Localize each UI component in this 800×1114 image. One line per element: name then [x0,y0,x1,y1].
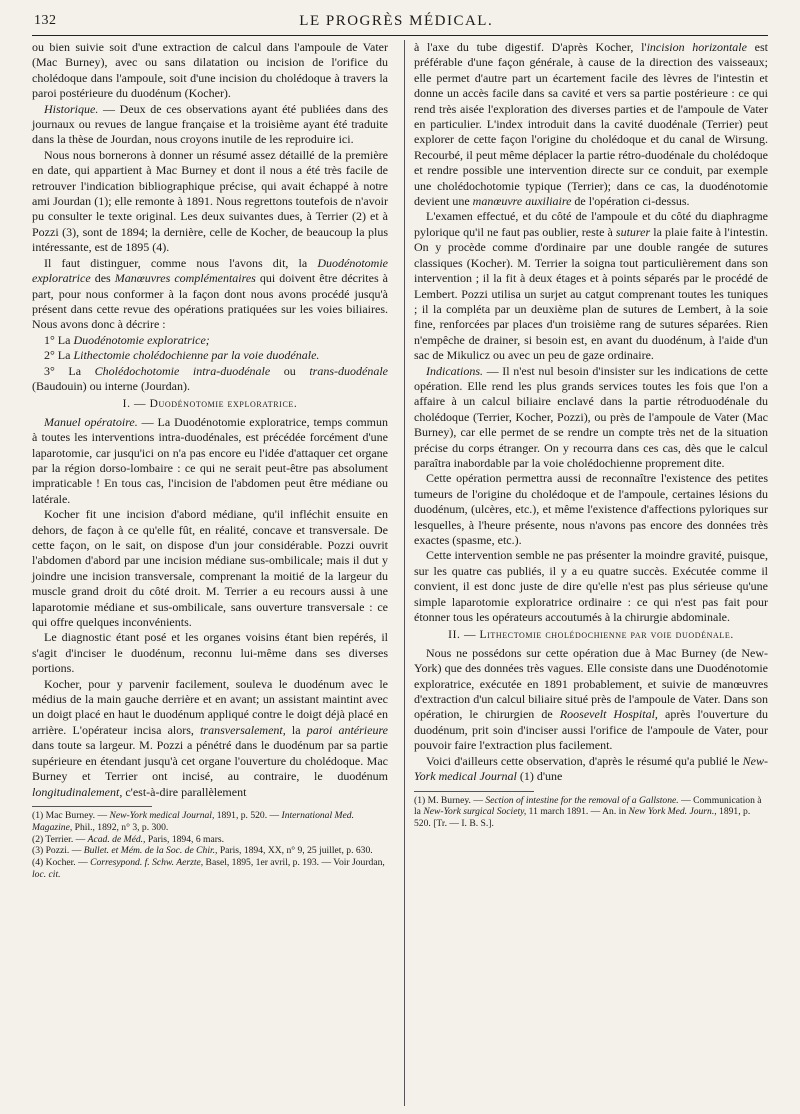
footnote-rule [32,806,152,807]
paragraph: Cette opération permettra aussi de reconnaître l'existence des petites tumeurs de l'origine du cholédoque et de l'ampoule, certaines lésions du duodénum, (ulcères, etc.), et même l'existence d'affections pyloriques sur lesquelles, à l'heure présente, nous n'avons pas encore des données très exactes (spasme, etc.). [414,471,768,547]
running-title: LE PROGRÈS MÉDICAL. [299,12,494,29]
paragraph: Cette intervention semble ne pas présenter la moindre gravité, puisque, sur les quatre cas publiés, il y a eu quatre succès. Exécutée comme il convient, il est donc juste de dire qu'elle n'est pas plus sérieuse qu'une simple laparotomie exploratrice ordinaire : ce qui n'est pas fait pour étonner tous les opérateurs accoutumés à la chirurgie abdominale. [414,548,768,625]
paragraph: Kocher fit une incision d'abord médiane, qu'il infléchit ensuite en dehors, de façon à ce qu'elle fût, en réalité, concave et transversale. De cette façon, on le sait, on dispose d'un jour considérable. Pozzi ouvrit l'abdomen d'abord par une incision médiane sus-ombilicale; mais il dut y joindre une incision transversale, comprenant la moitié de la largeur du muscle grand droit du côté droit. M. Terrier a eu recours aussi à une laparotomie médiane et sus-ombilicale, sans ouverture transversale : ce qui offre quelques inconvénients. [32,507,388,630]
right-column [414,40,768,830]
paragraph: Indications. — Il n'est nul besoin d'insister sur les indications de cette opération. Elle rend les plus grands services toutes les fois que l'on a affaire à un calcul biliaire enclavé dans la partie rétroduodénale du cholédoque (Terrier, Kocher, Pozzi), ou près de l'ampoule de Vater (Mac Burney), car elle permet de se rendre un compte très net de la situation précise du corps étranger. On y recourra dans ces cas, dès que le calcul paraîtra inabordable par la voie cholédochienne proprement dite. [414,363,768,470]
list-item: 3° La Cholédochotomie intra-duodénale ou trans-duodénale (Baudouin) ou interne (Jourdan). [32,363,388,393]
list-item: 2° La Lithectomie cholédochienne par la voie duodénale. [44,348,320,363]
paragraph: ou bien suivie soit d'une extraction de calcul dans l'ampoule de Vater (Mac Burney), avec ou sans dilatation ou incision de l'orifice du cholédoque dans l'ampoule, soit d'une incision du cholédoque à travers la paroi postérieure du duodénum (Kocher). [32,40,388,101]
paragraph: à l'axe du tube digestif. D'après Kocher, l'incision horizontale est préférable d'une façon générale, à cause de la direction des vaisseaux; elle permet d'autre part un écartement facile des lèvres de l'intestin et donne un accès facile dans sa cavité et vers sa partie postérieure : ce qui rend très aisée l'exploration des diverses parties et de l'ampoule de Vater en particulier. L'index introduit dans la cavité duodénale (Terrier) peut explorer de cette façon l'origine du cholédoque et du canal de Wirsung. Recourbé, il peut même déplacer la partie rétro-duodénale du cholédoque et rendre possible une intervention directe sur ce conduit, par exemple une cholédochotomie typique (Terrier); dans ce cas, la duodénotomie devient une manœuvre auxiliaire de l'opération ci-dessus. [414,40,768,209]
list-item: 1° La Duodénotomie exploratrice; [44,332,210,347]
paragraph: L'examen effectué, et du côté de l'ampoule et du côté du diaphragme pylorique qu'il ne faut pas oublier, reste à suturer la plaie faite à l'intestin. On y procède comme d'ordinaire par une double rangée de sutures classiques (Kocher). M. Terrier la soigna tout particulièrement dans son intervention ; il la fit à deux étages et à points séparés par le procédé de Lembert. Pozzi utilisa un surjet au catgut comprenant toutes les tuniques ; il la compléta par un deuxième plan de sutures de Lembert, à la soie fine, renforcées par places d'un troisième rang de sutures séparées. Rien n'empêche de drainer, si besoin est, en avant du duodénum, à l'aide d'un sac de Mikulicz ou avec un peu de gaze ordinaire. [414,209,768,363]
paragraph: Le diagnostic étant posé et les organes voisins étant bien repérés, il s'agit d'inciser le duodénum, reconnu lui-même dans ses diverses portions. [32,630,388,676]
header-rule [32,35,768,36]
paragraph: Voici d'ailleurs cette observation, d'après le résumé qu'a publié le New-York medical Journal (1) d'une [414,753,768,784]
footnote: (1) Mac Burney. — New-York medical Journal, 1891, p. 520. — International Med. Magazine, Phil., 1892, n° 3, p. 300. [32,809,354,833]
paragraph: Il faut distinguer, comme nous l'avons dit, la Duodénotomie exploratrice des Manœuvres complémentaires qui doivent être décrites à part, pour nous conformer à la façon dont nous avons procédé jusqu'à présent dans cette revue des opérations pratiquées sur les voies biliaires. Nous avons donc à décrire : [32,255,388,332]
section-heading: II. — Lithectomie cholédochienne par voie duodénale. [448,629,734,642]
footnote: (4) Kocher. — Corresypond. f. Schw. Aerzte, Basel, 1895, 1er avril, p. 193. — Voir Jourdan, loc. cit. [32,857,385,880]
paragraph: Nous ne possédons sur cette opération due à Mac Burney (de New-York) que des données très vagues. Elle consiste dans une Duodénotomie exploratrice, exécutée en 1891 probablement, et suivie de manœuvres d'extraction d'un calcul biliaire situé près de l'ampoule de Vater. Dans son opération, le chirurgien de Roosevelt Hospital, après l'ouverture du duodénum, prit soin d'inciser aussi l'orifice de l'ampoule de Vater, pour pouvoir faire l'extraction plus facilement. [414,645,769,753]
paragraph: Kocher, pour y parvenir facilement, souleva le duodénum avec le médius de la main gauche derrière et en avant; un assistant maintint avec un doigt placé en haut le duodénum appliqué contre le doigt déjà placé en arrière. L'opérateur incisa alors, transversalement, la paroi antérieure dans toute sa largeur. M. Pozzi a pénétré dans le duodénum par sa partie supérieure en étendant jusqu'à cet organe l'ouverture du cholédoque. Mac Burney et Terrier ont incisé, au contraire, le duodénum longitudinalement, c'est-à-dire parallèlement [32,676,388,799]
column-divider [404,40,405,1106]
section-label: Historique. [44,101,99,116]
footnote-rule [414,791,534,792]
footnote: (3) Pozzi. — Bullet. et Mém. de la Soc. de Chir., Paris, 1894, XX, n° 9, 25 juillet, p. 630. [32,845,373,857]
left-column [32,40,388,881]
section-heading: I. — Duodénotomie exploratrice. [122,398,298,411]
footnote: (1) M. Burney. — Section of intestine for the removal of a Gallstone. — Communication à la New-York surgical Society, 11 march 1891. — An. in New York Med. Journ., 1891, p. 520. [Tr. — I. B. S.]. [414,794,762,830]
paragraph: Manuel opératoire. — La Duodénotomie exploratrice, temps commun à toutes les interventions intra-duodénales, est précédée forcément d'une laparotomie, car jusqu'ici on n'a pas encore eu l'idée d'attaquer cet organe par la région dorso-lombaire : ce qui ne serait peut-être pas absolument impraticable ! En tous cas, l'incision de l'abdomen peut être médiane ou latérale. [32,414,389,506]
paragraph: Nous nous bornerons à donner un résumé assez détaillé de la première en date, qui appartient à Mac Burney et dont il nous a été très facile de retrouver l'indication bibliographique précise, qui avait échappé à notre ami Jourdan (1); elle remonte à 1891. Nous regrettons toutefois de n'avoir pu consulter le texte original. Les deux suivantes dues, à Terrier (2) et à Pozzi (3), sont de 1894; la dernière, celle de Kocher, de beaucoup la plus intéressante, est de 1895 (4). [32,147,388,255]
running-header [34,8,766,34]
footnote: (2) Terrier. — Acad. de Méd., Paris, 1894, 6 mars. [32,833,225,845]
paragraph: Historique. — Deux de ces observations ayant été publiées dans des journaux ou revues de langue française et la troisième ayant été traduite dans la thèse de Jourdan, nous croyons inutile de les reproduire ici. [32,101,388,147]
page-number: 132 [34,13,57,28]
